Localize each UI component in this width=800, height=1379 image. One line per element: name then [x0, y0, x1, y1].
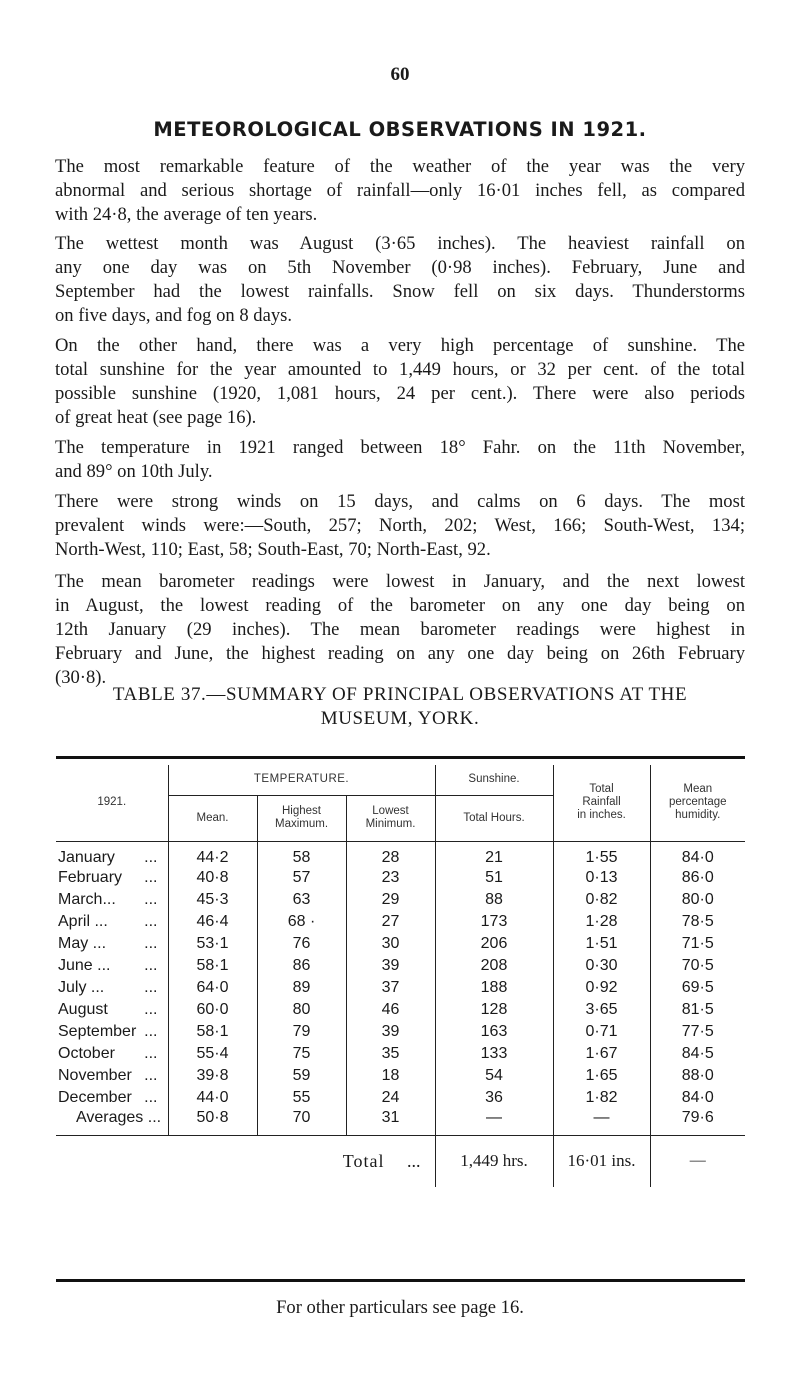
humidity-cell: 69·5: [681, 979, 714, 996]
highest-cell: 55: [257, 1087, 346, 1109]
sunshine-cell: 163: [435, 1021, 553, 1043]
lowest-cell: 37: [346, 977, 435, 999]
header-line: Total: [589, 783, 614, 796]
humidity-cell: 79·6: [681, 1109, 714, 1126]
lowest-header: [346, 795, 435, 841]
month-cell: [56, 1065, 168, 1087]
month-cell: [56, 889, 168, 911]
text-line: and 89° on 10th July.: [55, 461, 213, 482]
sunshine-cell: —: [435, 1109, 553, 1135]
mean-cell: 53·1: [168, 933, 257, 955]
sunshine-header: Sunshine.: [435, 765, 553, 795]
rainfall-cell: 1·55: [553, 841, 650, 867]
table-title-line: MUSEUM, YORK.: [320, 708, 480, 729]
leader-dots: ...: [144, 1001, 158, 1018]
humidity-cell: 86·0: [681, 869, 714, 886]
header-line: Highest: [282, 805, 321, 817]
header-line: Rainfall: [582, 796, 621, 809]
mean-cell: 46·4: [168, 911, 257, 933]
table-row: [56, 955, 745, 977]
text-line: with 24·8, the average of ten years.: [55, 204, 318, 225]
total-humidity: —: [689, 1152, 706, 1170]
text-line: (30·8).: [55, 667, 107, 688]
lowest-cell: 18: [346, 1065, 435, 1087]
table-top-rule: [56, 756, 745, 759]
header-line: Minimum.: [365, 818, 416, 830]
rainfall-cell: 0·82: [553, 889, 650, 911]
header-line: Mean: [683, 783, 713, 796]
sunshine-cell: 51: [435, 867, 553, 889]
table-row: [56, 889, 745, 911]
humidity-cell: 71·5: [681, 935, 714, 952]
table-row: [56, 1087, 745, 1109]
rainfall-cell: —: [553, 1109, 650, 1135]
text-line: There were strong winds on 15 days, and calms on 6 days. The most: [55, 491, 745, 512]
month-label: May ...: [58, 935, 107, 952]
lowest-cell: 27: [346, 911, 435, 933]
lowest-cell: 23: [346, 867, 435, 889]
table-title: [0, 683, 800, 731]
text-line: September had the lowest rainfalls. Snow fell on six days. Thunderstorms: [55, 281, 745, 302]
sunshine-cell: 36: [435, 1087, 553, 1109]
total-label: Total: [342, 1150, 385, 1171]
footer-note: For other particulars see page 16.: [276, 1297, 524, 1318]
leader-dots: ...: [144, 891, 158, 908]
highest-cell: 79: [257, 1021, 346, 1043]
mean-cell: 45·3: [168, 889, 257, 911]
table-bottom-rule: [56, 1279, 745, 1282]
month-cell: [56, 933, 168, 955]
leader-dots: ...: [144, 1067, 158, 1084]
sunshine-cell: 88: [435, 889, 553, 911]
humidity-cell: 78·5: [681, 913, 714, 930]
month-label: Averages ...: [76, 1109, 162, 1126]
mean-cell: 58·1: [168, 955, 257, 977]
month-label: March...: [58, 891, 116, 908]
lowest-cell: 39: [346, 955, 435, 977]
humidity-header: [650, 765, 745, 841]
header-line: in inches.: [577, 809, 626, 822]
highest-cell: 86: [257, 955, 346, 977]
sunshine-cell: 188: [435, 977, 553, 999]
text-line: abnormal and serious shortage of rainfall—only 16·01 inches fell, as compared: [55, 180, 745, 201]
observations-table: [56, 765, 745, 1187]
rainfall-cell: 1·51: [553, 933, 650, 955]
header-line: Lowest: [372, 805, 409, 817]
highest-cell: 68 ·: [257, 911, 346, 933]
temperature-header: TEMPERATURE.: [168, 765, 435, 795]
month-label: October: [58, 1045, 115, 1062]
month-label: November: [58, 1067, 132, 1084]
sunshine-cell: 54: [435, 1065, 553, 1087]
rainfall-cell: 0·71: [553, 1021, 650, 1043]
leader-dots: ...: [144, 1045, 158, 1062]
sunshine-cell: 206: [435, 933, 553, 955]
text-line: February and June, the highest reading on any one day being on 26th February: [55, 643, 745, 664]
text-line: on five days, and fog on 8 days.: [55, 305, 293, 326]
month-cell: [56, 1109, 168, 1135]
text-line: in August, the lowest reading of the barometer on any one day being on: [55, 595, 745, 616]
month-cell: [56, 867, 168, 889]
mean-cell: 50·8: [168, 1109, 257, 1135]
paragraph-sunshine: [55, 334, 745, 430]
sunshine-cell: 173: [435, 911, 553, 933]
mean-cell: 55·4: [168, 1043, 257, 1065]
month-label: August: [58, 1001, 108, 1018]
paragraph-temperature: [55, 436, 745, 484]
total-label-cell: [56, 1135, 435, 1187]
humidity-cell: 80·0: [681, 891, 714, 908]
highest-cell: 58: [257, 841, 346, 867]
leader-dots: ...: [144, 1023, 158, 1040]
table-row: [56, 999, 745, 1021]
rainfall-cell: 0·30: [553, 955, 650, 977]
month-label: February: [58, 869, 123, 886]
month-cell: [56, 1021, 168, 1043]
sunshine-cell: 128: [435, 999, 553, 1021]
highest-cell: 70: [257, 1109, 346, 1135]
leader-dots: ...: [144, 869, 158, 886]
month-cell: [56, 977, 168, 999]
month-label: September: [58, 1023, 137, 1040]
month-label: June ...: [58, 957, 111, 974]
sunshine-cell: 133: [435, 1043, 553, 1065]
month-label: December: [58, 1089, 132, 1106]
text-line: any one day was on 5th November (0·98 inches). February, June and: [55, 257, 745, 278]
header-line: Maximum.: [274, 818, 329, 830]
paragraph-winds: [55, 490, 745, 562]
humidity-cell: 88·0: [681, 1067, 714, 1084]
sunshine-cell: 208: [435, 955, 553, 977]
year-header: 1921.: [56, 765, 168, 841]
month-cell: [56, 911, 168, 933]
humidity-cell: 84·5: [681, 1045, 714, 1062]
lowest-cell: 46: [346, 999, 435, 1021]
leader-dots: ...: [144, 935, 158, 952]
rainfall-cell: 1·67: [553, 1043, 650, 1065]
rainfall-cell: 0·13: [553, 867, 650, 889]
highest-cell: 89: [257, 977, 346, 999]
humidity-cell: 70·5: [681, 957, 714, 974]
total-sunshine: 1,449 hrs.: [435, 1135, 553, 1187]
text-line: The wettest month was August (3·65 inches). The heaviest rainfall on: [55, 233, 745, 254]
mean-cell: 44·0: [168, 1087, 257, 1109]
text-line: The most remarkable feature of the weather of the year was the very: [55, 156, 745, 177]
table-row: [56, 1065, 745, 1087]
table-row: [56, 911, 745, 933]
table-row: [56, 933, 745, 955]
page-number: 60: [390, 64, 410, 85]
sunshine-cell: 21: [435, 841, 553, 867]
text-line: North-West, 110; East, 58; South-East, 70; North-East, 92.: [55, 539, 491, 560]
text-line: prevalent winds were:—South, 257; North, 202; West, 166; South-West, 134;: [55, 515, 745, 536]
mean-cell: 58·1: [168, 1021, 257, 1043]
text-line: 12th January (29 inches). The mean barometer readings were highest in: [55, 619, 745, 640]
highest-cell: 57: [257, 867, 346, 889]
total-dots: ...: [407, 1150, 421, 1171]
mean-cell: 39·8: [168, 1065, 257, 1087]
month-cell: [56, 1043, 168, 1065]
mean-cell: 60·0: [168, 999, 257, 1021]
rainfall-cell: 1·65: [553, 1065, 650, 1087]
header-line: percentage: [668, 796, 727, 809]
text-line: On the other hand, there was a very high percentage of sunshine. The: [55, 335, 745, 356]
paragraph-barometer: [55, 570, 745, 690]
month-label: January: [58, 849, 115, 866]
leader-dots: ...: [144, 1089, 158, 1106]
highest-cell: 59: [257, 1065, 346, 1087]
lowest-cell: 39: [346, 1021, 435, 1043]
lowest-cell: 28: [346, 841, 435, 867]
table-row: [56, 867, 745, 889]
text-line: of great heat (see page 16).: [55, 407, 257, 428]
table-row: [56, 841, 745, 867]
leader-dots: ...: [144, 957, 158, 974]
month-cell: [56, 999, 168, 1021]
month-label: July ...: [58, 979, 105, 996]
lowest-cell: 24: [346, 1087, 435, 1109]
highest-cell: 75: [257, 1043, 346, 1065]
highest-cell: 76: [257, 933, 346, 955]
leader-dots: ...: [144, 913, 158, 930]
paragraph-rainfall-shortage: [55, 155, 745, 227]
text-line: possible sunshine (1920, 1,081 hours, 24 per cent.). There were also periods: [55, 383, 745, 404]
table-row: [56, 977, 745, 999]
lowest-cell: 35: [346, 1043, 435, 1065]
humidity-cell: 81·5: [681, 1001, 714, 1018]
mean-header: Mean.: [168, 795, 257, 841]
lowest-cell: 31: [346, 1109, 435, 1135]
header-line: humidity.: [675, 809, 721, 822]
mean-cell: 64·0: [168, 977, 257, 999]
text-line: The temperature in 1921 ranged between 18° Fahr. on the 11th November,: [55, 437, 745, 458]
mean-cell: 40·8: [168, 867, 257, 889]
table-title-line: TABLE 37.—SUMMARY OF PRINCIPAL OBSERVATIONS AT THE: [112, 684, 688, 705]
mean-cell: 44·2: [168, 841, 257, 867]
rainfall-cell: 1·28: [553, 911, 650, 933]
humidity-cell: 84·0: [681, 1089, 714, 1106]
month-cell: [56, 1087, 168, 1109]
highest-cell: 63: [257, 889, 346, 911]
leader-dots: ...: [144, 849, 158, 866]
highest-cell: 80: [257, 999, 346, 1021]
table-row: [56, 1109, 745, 1135]
highest-header: [257, 795, 346, 841]
text-line: The mean barometer readings were lowest in January, and the next lowest: [55, 571, 745, 592]
total-hours-header: Total Hours.: [435, 795, 553, 841]
rainfall-header: [553, 765, 650, 841]
rainfall-cell: 1·82: [553, 1087, 650, 1109]
rainfall-cell: 0·92: [553, 977, 650, 999]
month-cell: [56, 841, 168, 867]
text-line: total sunshine for the year amounted to 1,449 hours, or 32 per cent. of the total: [55, 359, 745, 380]
page-heading: METEOROLOGICAL OBSERVATIONS IN 1921.: [153, 118, 647, 141]
leader-dots: ...: [144, 979, 158, 996]
humidity-cell: 77·5: [681, 1023, 714, 1040]
lowest-cell: 30: [346, 933, 435, 955]
table-row: [56, 1043, 745, 1065]
month-cell: [56, 955, 168, 977]
total-rainfall: 16·01 ins.: [553, 1135, 650, 1187]
table-row: [56, 1021, 745, 1043]
rainfall-cell: 3·65: [553, 999, 650, 1021]
humidity-cell: 84·0: [681, 849, 714, 866]
paragraph-wettest-month: [55, 232, 745, 328]
month-label: April ...: [58, 913, 108, 930]
lowest-cell: 29: [346, 889, 435, 911]
